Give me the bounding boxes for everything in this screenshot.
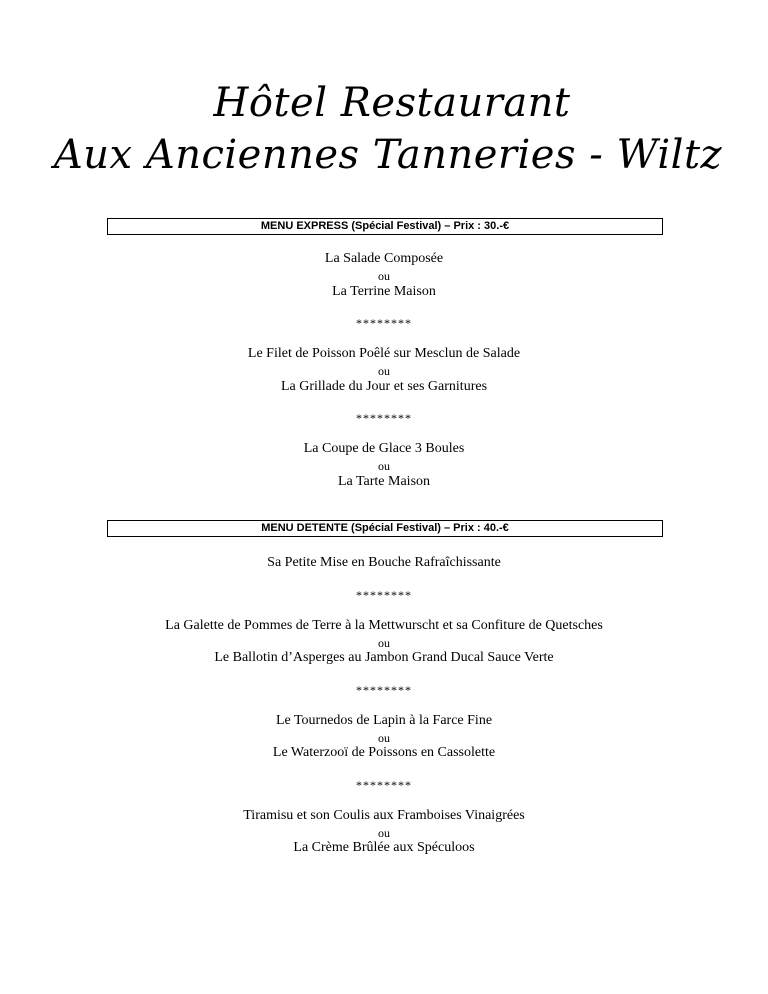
menu-detente-separator: ******** <box>356 778 412 792</box>
menu-detente-starter-2: Le Ballotin d’Asperges au Jambon Grand Ducal Sauce Verte <box>214 650 554 665</box>
menu-express-starter-1: La Salade Composée <box>324 251 444 266</box>
restaurant-title-line-1: Hôtel Restaurant <box>213 80 571 126</box>
menu-detente-separator: ******** <box>356 683 412 697</box>
menu-detente-or: ou <box>378 636 390 650</box>
menu-express-or: ou <box>378 364 390 378</box>
menu-detente-starter-1: La Galette de Pommes de Terre à la Mettwurscht et sa Confiture de Quetsches <box>165 618 603 633</box>
menu-detente-separator: ******** <box>356 588 412 602</box>
menu-express-or: ou <box>378 269 390 283</box>
menu-express-starter-2: La Terrine Maison <box>332 284 436 299</box>
menu-express-separator: ******** <box>356 411 412 425</box>
menu-express-main-1: Le Filet de Poisson Poêlé sur Mesclun de Salade <box>247 346 521 361</box>
restaurant-title-line-2: Aux Anciennes Tanneries - Wiltz <box>53 132 723 178</box>
menu-express-separator: ******** <box>356 316 412 330</box>
menu-express-dessert-1: La Coupe de Glace 3 Boules <box>303 441 465 456</box>
menu-detente-or: ou <box>378 826 390 840</box>
menu-detente-dessert-1: Tiramisu et son Coulis aux Framboises Vinaigrées <box>243 808 525 823</box>
menu-express-main-2: La Grillade du Jour et ses Garnitures <box>280 379 488 394</box>
menu-detente-header: MENU DETENTE (Spécial Festival) – Prix : 40.-€ <box>107 520 663 537</box>
menu-detente-dessert-2: La Crème Brûlée aux Spéculoos <box>293 840 475 855</box>
menu-express-dessert-2: La Tarte Maison <box>337 474 431 489</box>
menu-detente-or: ou <box>378 731 390 745</box>
menu-detente-main-2: Le Waterzooï de Poissons en Cassolette <box>272 745 496 760</box>
menu-express-header: MENU EXPRESS (Spécial Festival) – Prix : 30.-€ <box>107 218 663 235</box>
menu-detente-main-1: Le Tournedos de Lapin à la Farce Fine <box>275 713 493 728</box>
menu-express-or: ou <box>378 459 390 473</box>
menu-detente-amuse-bouche: Sa Petite Mise en Bouche Rafraîchissante <box>267 555 501 570</box>
